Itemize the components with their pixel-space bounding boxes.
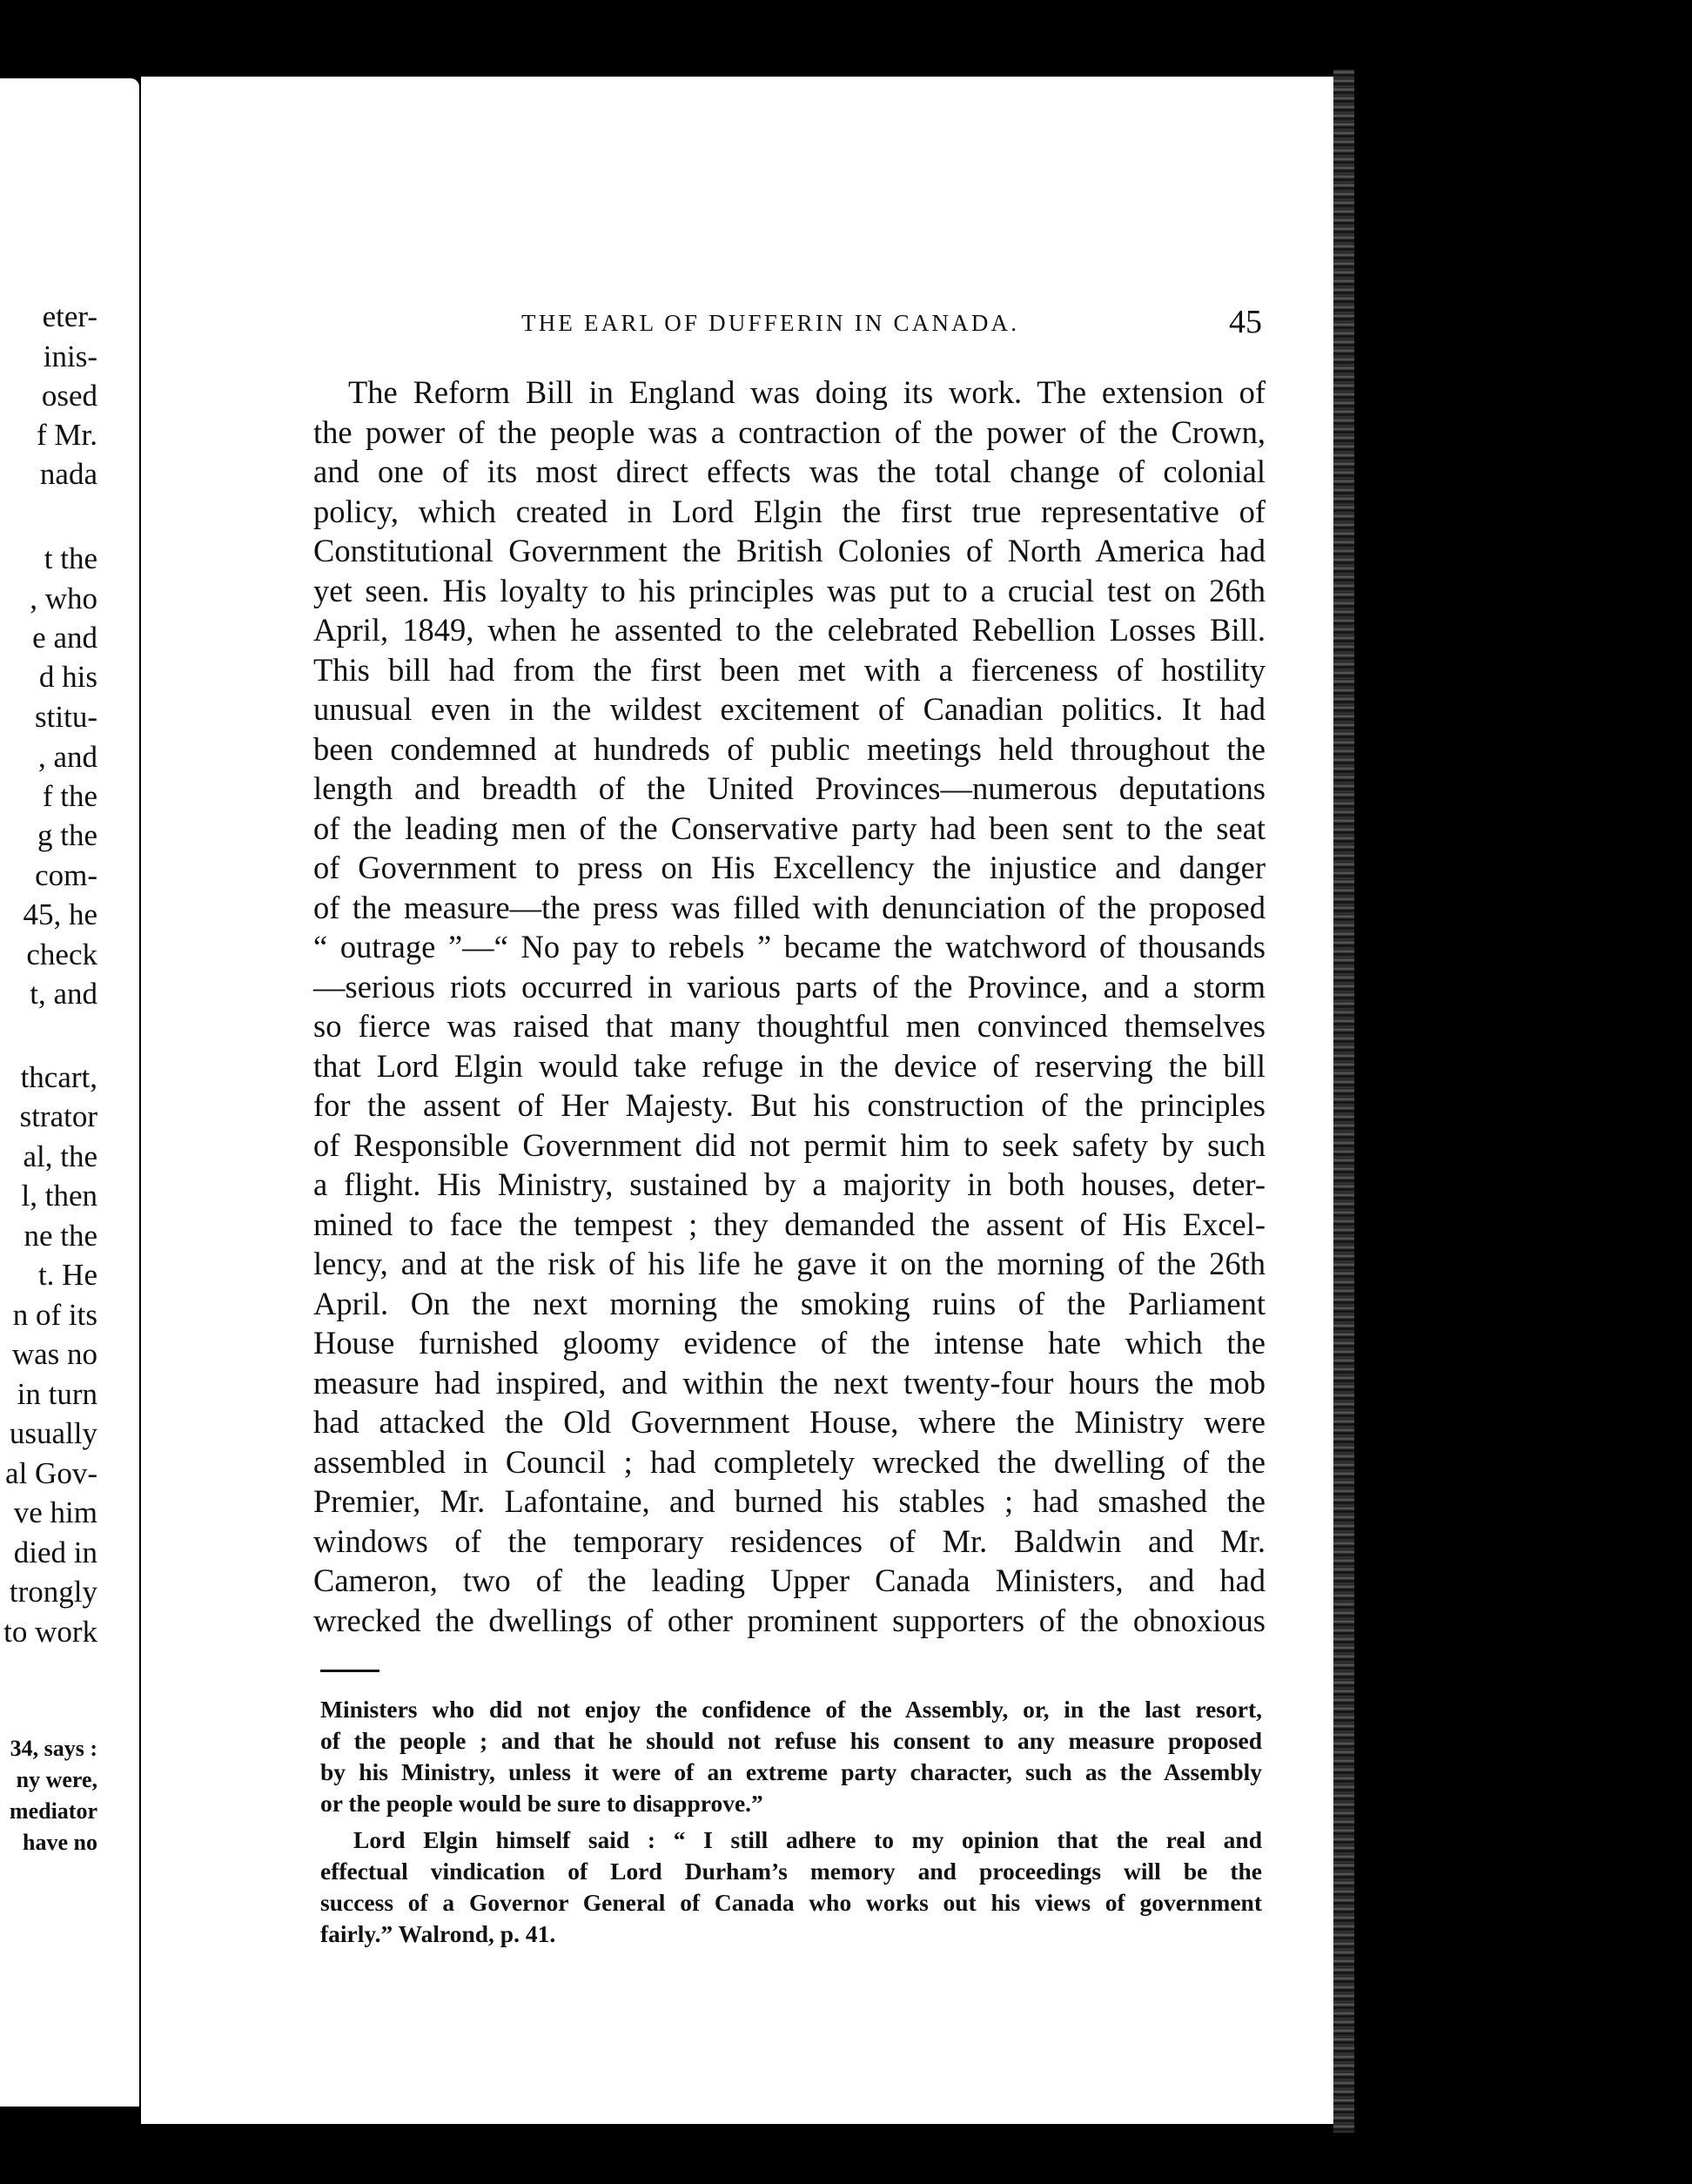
facing-page-footnote-line: mediator (9, 1798, 97, 1824)
body-text-line: lency, and at the risk of his life he gave it on the morning of the 26th (313, 1246, 1266, 1281)
facing-page-line: was no (11, 1337, 97, 1371)
facing-page-line: eter- (42, 299, 97, 333)
facing-page-line: al Gov- (5, 1456, 97, 1490)
facing-page-line: e and (32, 621, 97, 655)
body-text-line: of the measure—the press was filled with denunciation of the proposed (313, 890, 1266, 925)
facing-page-line: to work (3, 1615, 97, 1649)
body-text-line: measure had inspired, and within the next twenty-four hours the mob (313, 1365, 1266, 1401)
body-text-line: been condemned at hundreds of public meetings held throughout the (313, 731, 1266, 767)
facing-page-line: died in (13, 1536, 97, 1569)
body-text-line: —serious riots occurred in various parts of the Province, and a storm (313, 969, 1266, 1005)
facing-page-line: t. He (37, 1258, 97, 1292)
facing-page-line: inis- (43, 339, 97, 373)
facing-page-line: f the (42, 779, 97, 813)
facing-page-line: com- (35, 858, 97, 892)
running-head: THE EARL OF DUFFERIN IN CANADA. (521, 310, 1020, 336)
footnote-rule (320, 1670, 379, 1672)
body-text-line: This bill had from the first been met with a fierceness of hostility (313, 652, 1266, 688)
footnote-line: effectual vindication of Lord Durham’s memory and proceedings will be the (320, 1858, 1262, 1885)
facing-page-line: stitu- (35, 700, 97, 734)
footnote-line: by his Ministry, unless it were of an extreme party character, such as the Assembly (320, 1758, 1262, 1785)
footnote-line: Lord Elgin himself said : “ I still adhere to my opinion that the real and (353, 1826, 1262, 1853)
footnote-line: Ministers who did not enjoy the confidence of the Assembly, or, in the last resort, (320, 1696, 1262, 1723)
facing-page-line: check (26, 937, 97, 971)
body-text-line: had attacked the Old Government House, where the Ministry were (313, 1404, 1266, 1440)
body-text-line: April. On the next morning the smoking ruins of the Parliament (313, 1286, 1266, 1321)
body-text-line: of Government to press on His Excellency the injustice and danger (313, 850, 1266, 885)
body-text-line: unusual even in the wildest excitement of Canadian politics. It had (313, 691, 1266, 727)
body-text-line: windows of the temporary residences of Mr. Baldwin and Mr. (313, 1523, 1266, 1559)
facing-page-footnote-line: 34, says : (10, 1736, 97, 1761)
facing-page-line: in turn (17, 1377, 97, 1411)
footnote-line: fairly.” Walrond, p. 41. (320, 1920, 556, 1947)
body-text-line: of the leading men of the Conservative party had been sent to the seat (313, 810, 1266, 846)
page-number: 45 (1229, 304, 1262, 340)
body-text-line: April, 1849, when he assented to the celebrated Rebellion Losses Bill. (313, 612, 1266, 648)
footnote-line: success of a Governor General of Canada who works out his views of government (320, 1889, 1262, 1916)
facing-page-footnote-line: ny were, (16, 1767, 97, 1792)
body-text-line: for the assent of Her Majesty. But his construction of the principles (313, 1087, 1266, 1123)
facing-page-footnote-line: have no (23, 1830, 97, 1855)
facing-page-line: osed (41, 379, 97, 413)
footnote-line: or the people would be sure to disapprove.” (320, 1790, 763, 1817)
body-text-line: so fierce was raised that many thoughtful men convinced themselves (313, 1008, 1266, 1044)
body-text-line: Premier, Mr. Lafontaine, and burned his stables ; had smashed the (313, 1483, 1266, 1519)
body-text-line: and one of its most direct effects was the total change of colonial (313, 454, 1266, 489)
facing-page-line: nada (39, 457, 97, 491)
facing-page-line: l, then (21, 1179, 97, 1213)
facing-page-line: ve him (13, 1495, 97, 1529)
body-text-line: yet seen. His loyalty to his principles was put to a crucial test on 26th (313, 573, 1266, 608)
facing-page-line: , who (30, 581, 97, 615)
facing-page-line: ne the (24, 1219, 97, 1253)
facing-page-line: g the (37, 818, 97, 852)
facing-page-line: al, the (23, 1139, 97, 1173)
facing-page-line: f Mr. (37, 418, 97, 452)
facing-page-line: thcart, (20, 1060, 97, 1094)
facing-page-line: usually (9, 1416, 97, 1450)
book-page (141, 77, 1333, 2124)
body-text-line: that Lord Elgin would take refuge in the device of reserving the bill (313, 1048, 1266, 1084)
body-text-line: assembled in Council ; had completely wrecked the dwelling of the (313, 1444, 1266, 1480)
facing-page-line: trongly (9, 1575, 97, 1609)
facing-page-line: d his (38, 660, 97, 694)
body-text-line: a flight. His Ministry, sustained by a majority in both houses, deter- (313, 1166, 1266, 1202)
facing-page-fragment (0, 78, 139, 2107)
facing-page-line: , and (37, 740, 97, 774)
facing-page-line: t, and (30, 977, 97, 1011)
body-text-line: of Responsible Government did not permit him to seek safety by such (313, 1127, 1266, 1163)
body-text-line: The Reform Bill in England was doing its work. The extension of (348, 374, 1266, 410)
body-text-line: length and breadth of the United Provinces—numerous deputations (313, 770, 1266, 806)
body-text-line: “ outrage ”—“ No pay to rebels ” became the watchword of thousands (313, 929, 1266, 964)
facing-page-line: 45, he (23, 897, 97, 931)
body-text-line: House furnished gloomy evidence of the intense hate which the (313, 1325, 1266, 1361)
page-edge-shadow (1333, 70, 1354, 2133)
facing-page-line: t the (44, 541, 97, 575)
body-text-line: Cameron, two of the leading Upper Canada Ministers, and had (313, 1562, 1266, 1598)
facing-page-line: n of its (12, 1298, 97, 1332)
body-text-line: Constitutional Government the British Colonies of North America had (313, 533, 1266, 568)
body-text-line: the power of the people was a contraction of the power of the Crown, (313, 414, 1266, 450)
footnote-line: of the people ; and that he should not refuse his consent to any measure proposed (320, 1727, 1262, 1754)
body-text-line: wrecked the dwellings of other prominent supporters of the obnoxious (313, 1603, 1266, 1638)
body-text-line: policy, which created in Lord Elgin the first true representative of (313, 494, 1266, 529)
facing-page-line: strator (19, 1099, 97, 1133)
body-text-line: mined to face the tempest ; they demanded the assent of His Excel- (313, 1206, 1266, 1242)
